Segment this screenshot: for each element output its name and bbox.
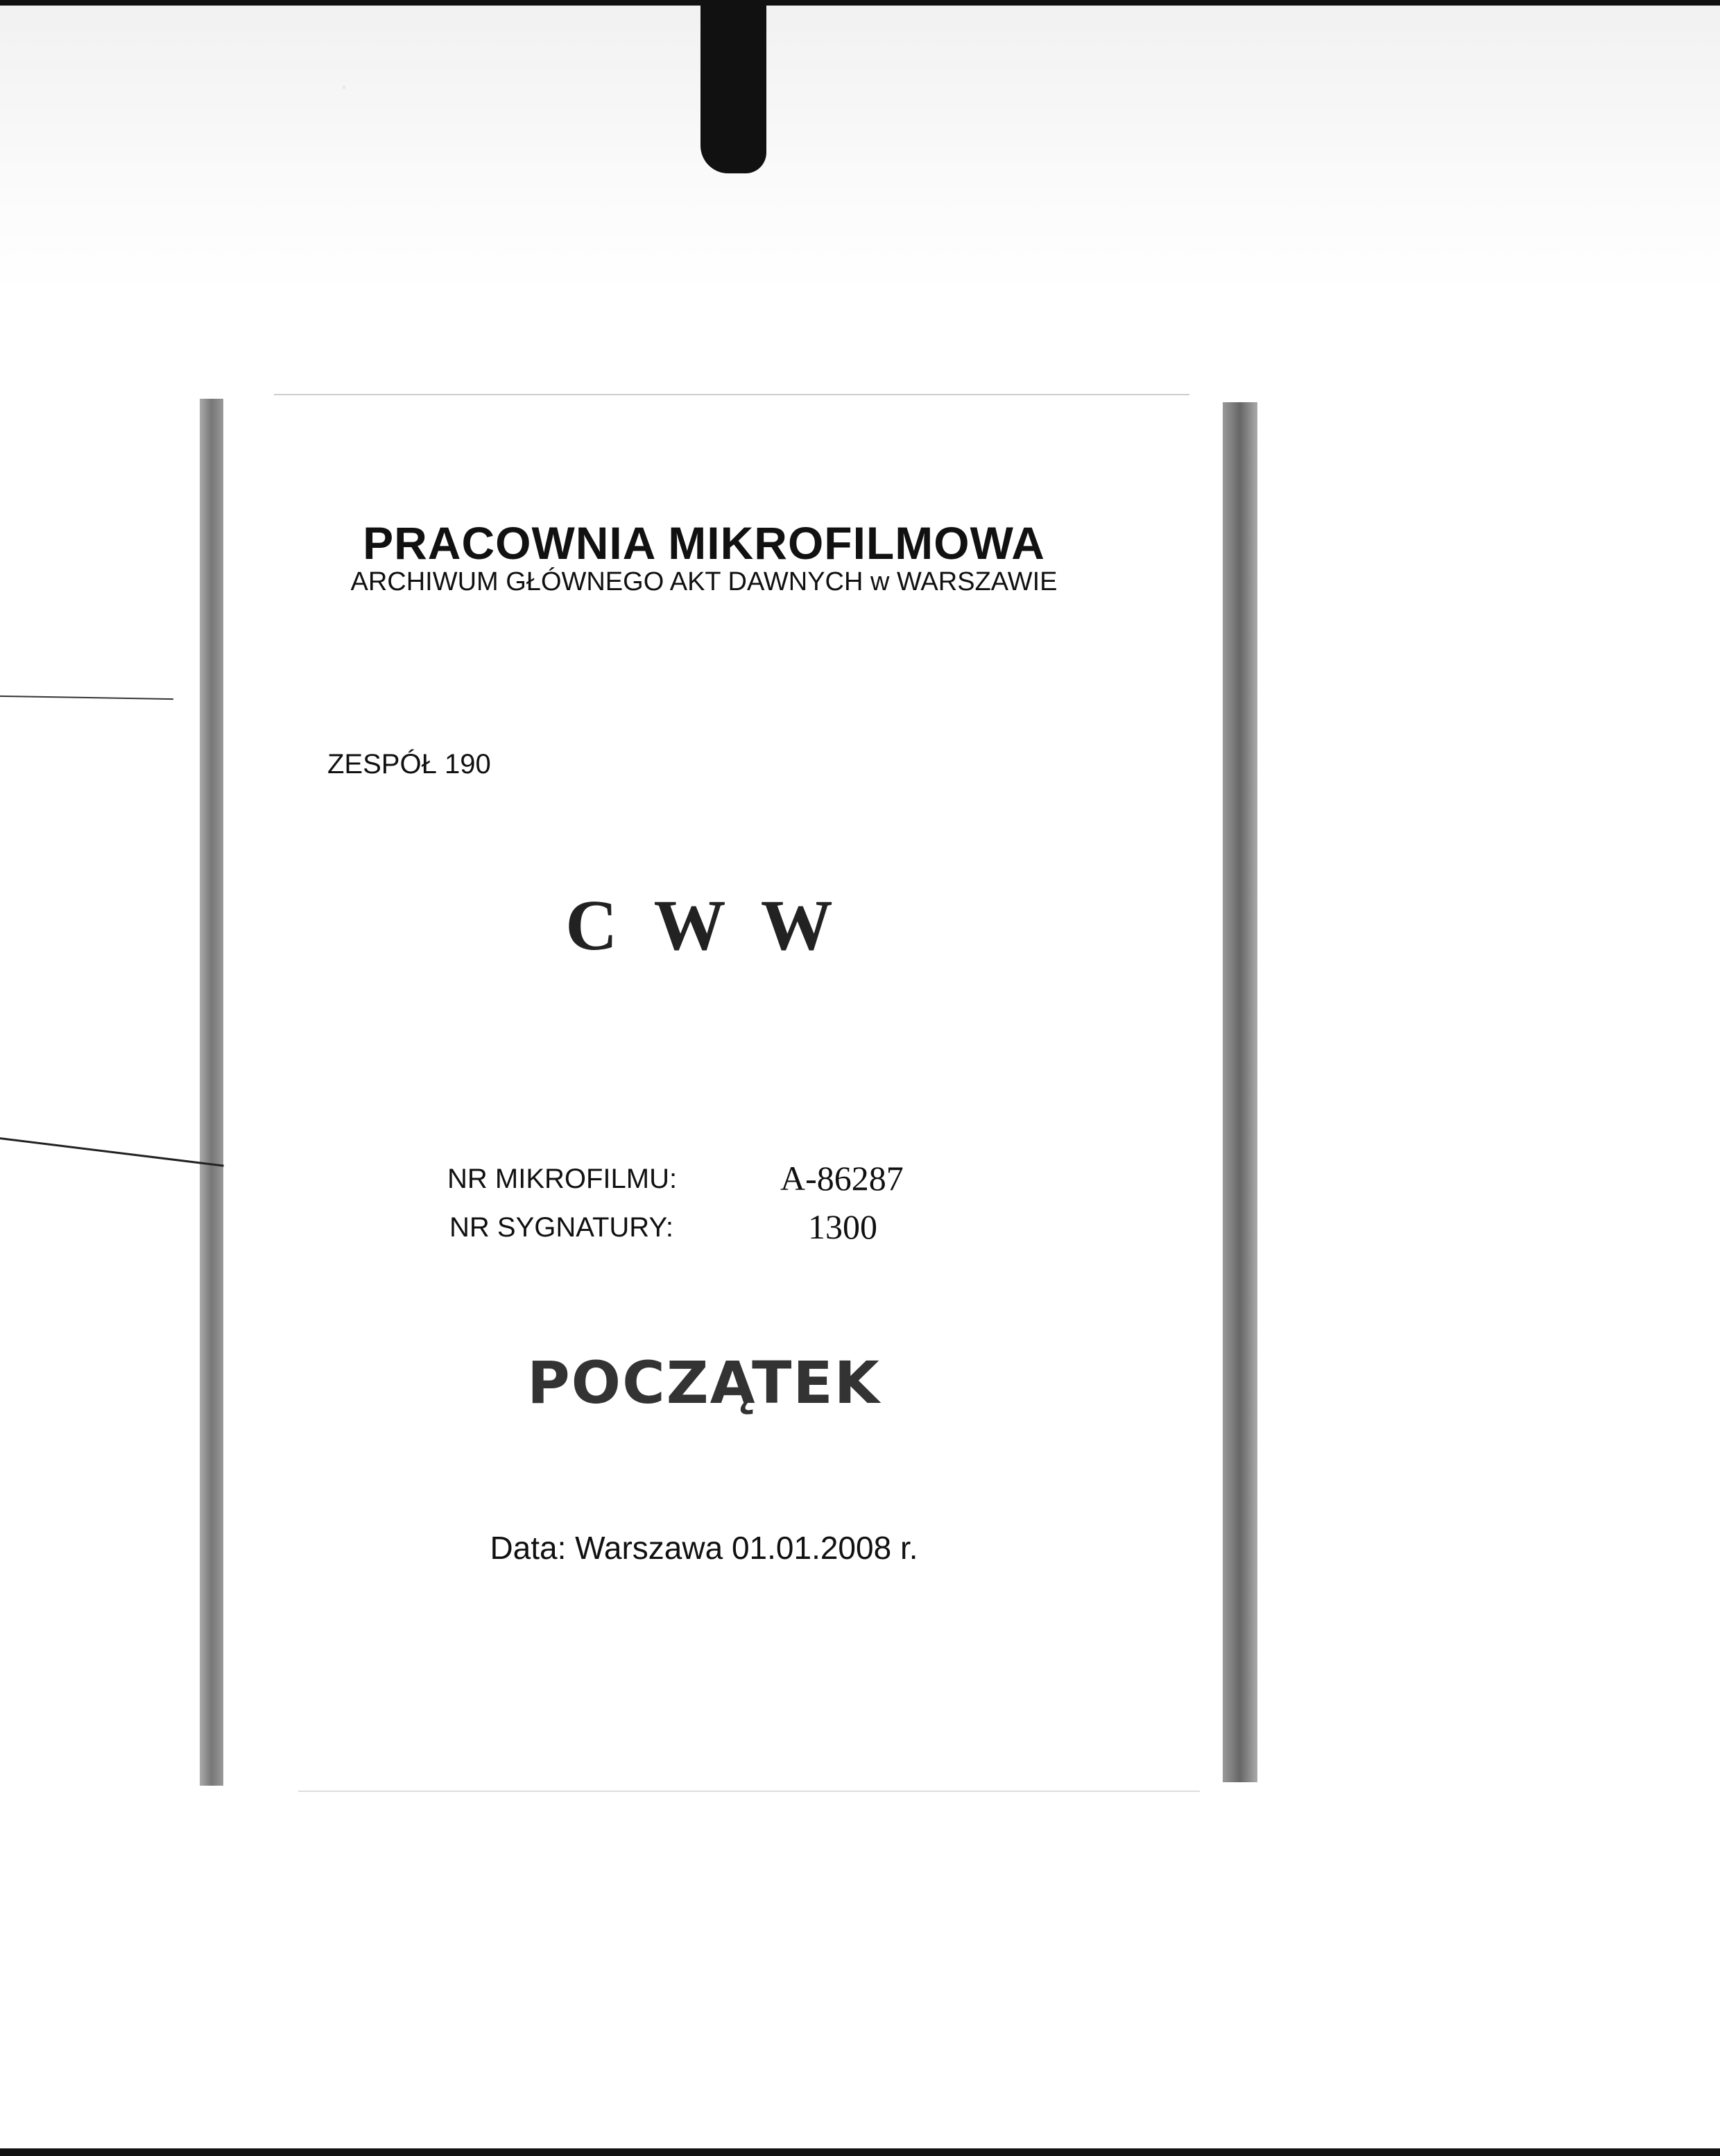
scan-stray-line (0, 1137, 224, 1167)
sheet-bottom-edge (298, 1791, 1200, 1792)
microfilm-value: A-86287 (780, 1159, 904, 1198)
scan-background-noise (0, 0, 1720, 291)
scan-stray-line (0, 696, 173, 700)
microfilm-label: NR MIKROFILMU: (447, 1164, 678, 1194)
document-subtitle: ARCHIWUM GŁÓWNEGO AKT DAWNYCH w WARSZAWIE (350, 567, 1058, 596)
sheet-right-edge-shadow (1223, 402, 1257, 1782)
start-marker: POCZĄTEK (527, 1349, 881, 1417)
sheet-top-edge (274, 394, 1189, 395)
document-title: PRACOWNIA MIKROFILMOWA (363, 517, 1045, 569)
date-line: Data: Warszawa 01.01.2008 r. (490, 1530, 918, 1566)
sheet-left-edge-shadow (200, 399, 223, 1786)
signature-label: NR SYGNATURY: (449, 1212, 674, 1243)
signature-value: 1300 (808, 1207, 877, 1246)
collection-code: C W W (565, 886, 843, 965)
scan-bottom-border (0, 2148, 1720, 2156)
zespol-label: ZESPÓŁ 190 (327, 749, 491, 779)
scan-ink-blot (700, 0, 766, 173)
scan-top-border (0, 0, 1720, 6)
